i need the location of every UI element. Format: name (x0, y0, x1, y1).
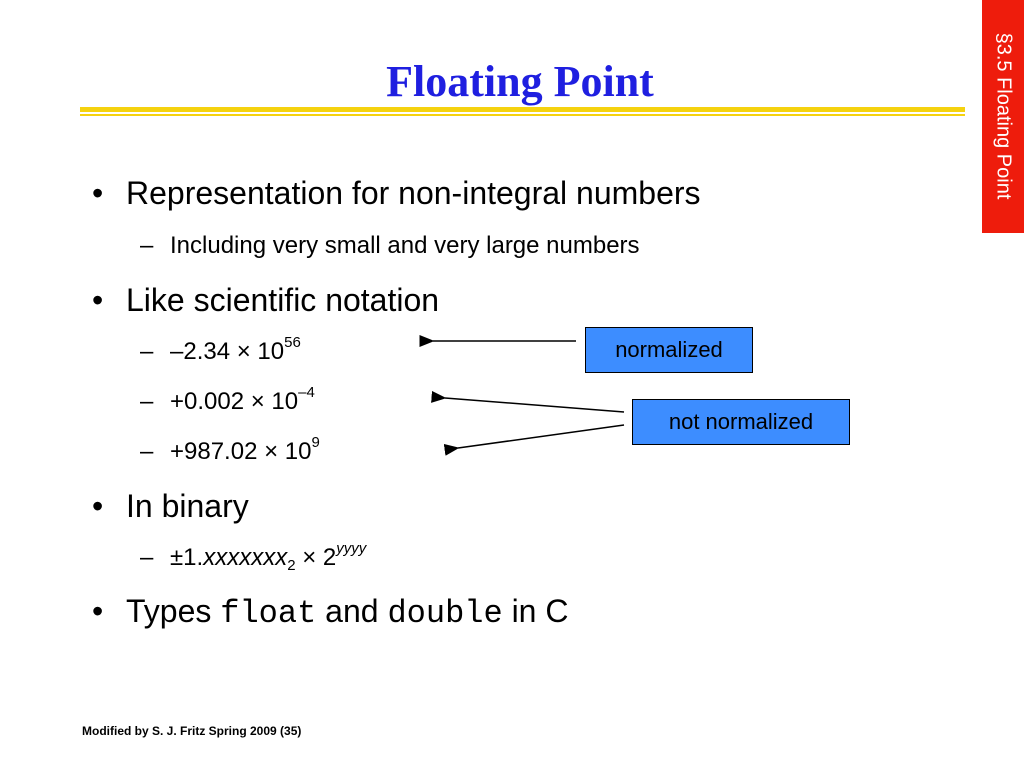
type-double: double (387, 595, 503, 632)
dash: – (140, 544, 154, 571)
type-float: float (220, 595, 317, 632)
binary-exponent: yyyy (336, 540, 367, 557)
bullet-dot: • (92, 282, 104, 318)
bullet-text: Like scientific notation (126, 282, 440, 318)
arrow-not-normalized-1 (445, 398, 624, 412)
binary-times: × 2 (295, 544, 337, 571)
example-base: +0.002 × 10 (170, 388, 299, 415)
example-exponent: –4 (298, 384, 315, 401)
bullet-dot: • (92, 488, 104, 524)
bullet-dot: • (92, 175, 104, 211)
binary-mantissa: xxxxxxx (203, 544, 288, 571)
example-base: +987.02 × 10 (170, 438, 312, 465)
subbullet-text: Including very small and very large numbers (170, 232, 640, 259)
not-normalized-label: not normalized (632, 399, 850, 445)
types-post: in C (502, 593, 569, 629)
example-base: –2.34 × 10 (170, 338, 285, 365)
bullet-text: In binary (126, 488, 249, 524)
footer-credit: Modified by S. J. Fritz Spring 2009 (35) (82, 724, 302, 738)
binary-prefix: ±1. (170, 544, 204, 571)
normalized-label: normalized (585, 327, 753, 373)
types-mid: and (316, 593, 388, 629)
section-tab-label: §3.5 Floating Point (992, 32, 1015, 200)
dash: – (140, 388, 154, 415)
binary-base: 2 (287, 557, 296, 574)
dash: – (140, 232, 154, 259)
example-exponent: 56 (284, 334, 301, 351)
dash: – (140, 338, 154, 365)
arrow-not-normalized-2 (458, 425, 624, 448)
slide-title: Floating Point (386, 57, 654, 106)
bullet-text: Representation for non-integral numbers (126, 175, 701, 211)
bullet-dot: • (92, 593, 104, 629)
types-pre: Types (126, 593, 221, 629)
example-exponent: 9 (311, 434, 320, 451)
dash: – (140, 438, 154, 465)
